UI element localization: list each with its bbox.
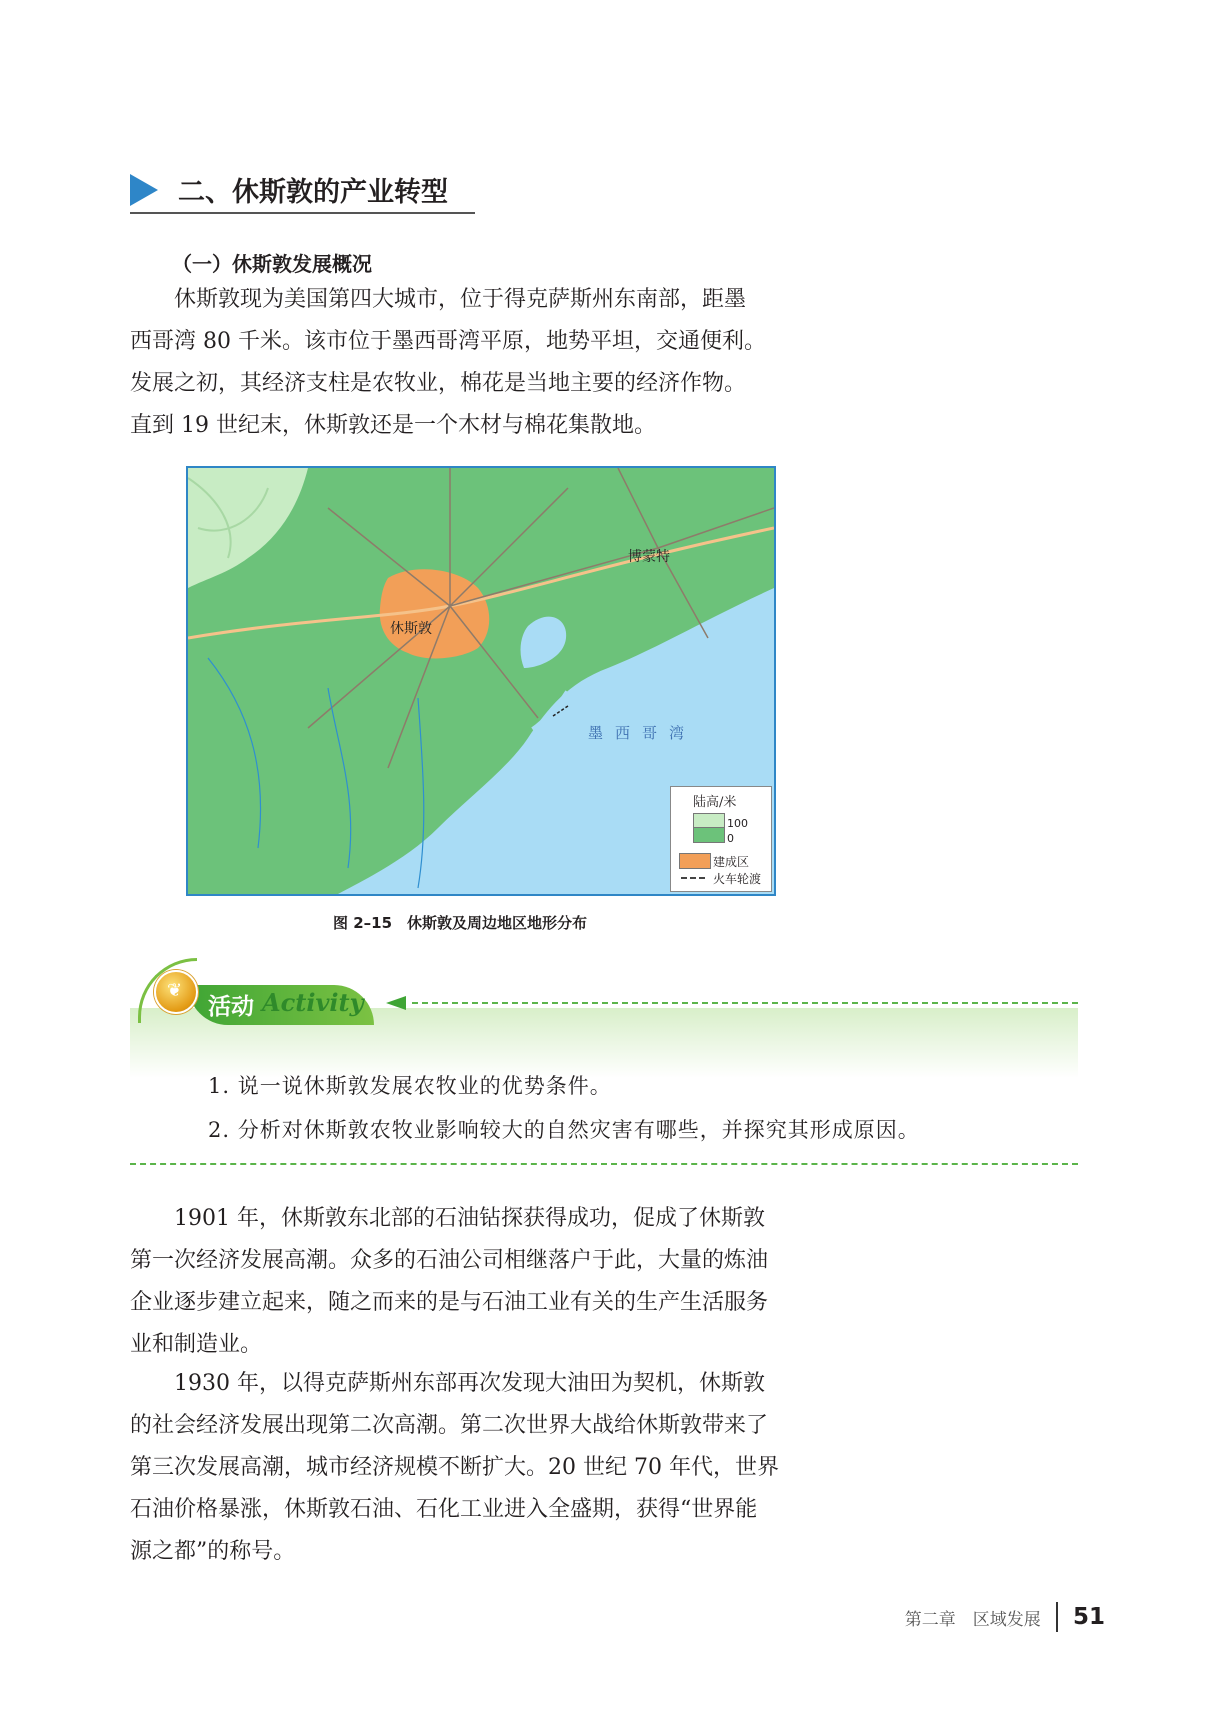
chapter-label: 第二章 区域发展 [904,1609,1041,1630]
city-label-houston: 休斯敦 [390,621,432,637]
activity-label: 活动 [208,994,254,1020]
activity-divider-top [412,1002,1078,1004]
activity-box [130,958,1078,1168]
legend-swatch-built-area [679,853,711,869]
text-line: 1930 年，以得克萨斯州东部再次发现大油田为契机，休斯敦 [174,1371,765,1396]
legend-swatch-low [693,827,725,843]
text-line: 的社会经济发展出现第二次高潮。第二次世界大战给休斯敦带来了 [130,1413,769,1438]
subsection-title: （一）休斯敦发展概况 [172,252,372,276]
activity-arrow-icon [386,996,406,1010]
activity-question-2: 2. 分析对休斯敦农牧业影响较大的自然灾害有哪些，并探究其形成原因。 [208,1118,920,1142]
text-line: 1901 年，休斯敦东北部的石油钻探获得成功，促成了休斯敦 [174,1206,765,1231]
page-number: 51 [1072,1604,1105,1630]
section-underline [130,212,475,214]
text-line: 业和制造业。 [130,1332,263,1357]
text-line: 企业逐步建立起来，随之而来的是与石油工业有关的生产生活服务 [130,1290,769,1315]
activity-divider-bottom [130,1163,1078,1165]
text-line: 源之都”的称号。 [130,1539,296,1564]
legend-dash-icon [681,877,705,879]
footer-divider [1056,1602,1058,1632]
legend-elevation-high: 100 [727,817,748,830]
figure-caption: 图 2–15 休斯敦及周边地区地形分布 [333,914,588,932]
paragraph-oil-boom [130,1198,830,1366]
map-legend [670,786,772,892]
legend-elevation-low: 0 [727,832,734,845]
section-title: 二、休斯敦的产业转型 [178,177,448,208]
paragraph-overview [130,279,830,447]
text-line: 发展之初，其经济支柱是农牧业，棉花是当地主要的经济作物。 [130,371,747,396]
text-line: 第一次经济发展高潮。众多的石油公司相继落户于此，大量的炼油 [130,1248,769,1273]
activity-label-english: Activity [262,988,364,1017]
legend-built-area: 建成区 [713,855,750,869]
text-line: 第三次发展高潮，城市经济规模不断扩大。20 世纪 70 年代，世界 [130,1455,779,1480]
activity-question-1: 1. 说一说休斯敦发展农牧业的优势条件。 [208,1074,612,1098]
text-line: 休斯敦现为美国第四大城市，位于得克萨斯州东南部，距墨 [174,287,747,312]
text-line: 西哥湾 80 千米。该市位于墨西哥湾平原，地势平坦，交通便利。 [130,329,766,354]
section-heading [130,168,475,218]
dove-badge-icon: ❦ [154,970,198,1014]
legend-title: 陆高/米 [693,795,737,810]
section-triangle-icon [130,174,158,206]
text-line: 石油价格暴涨，休斯敦石油、石化工业进入全盛期，获得“世界能 [130,1497,758,1522]
sea-label: 墨西哥湾 [588,724,697,742]
paragraph-energy-capital [130,1363,830,1573]
city-label-beaumont: 博蒙特 [628,549,670,565]
houston-terrain-map [186,466,776,896]
page-footer [905,1602,1105,1636]
text-line: 直到 19 世纪末，休斯敦还是一个木材与棉花集散地。 [130,413,656,438]
legend-ferry: 火车轮渡 [713,872,762,886]
